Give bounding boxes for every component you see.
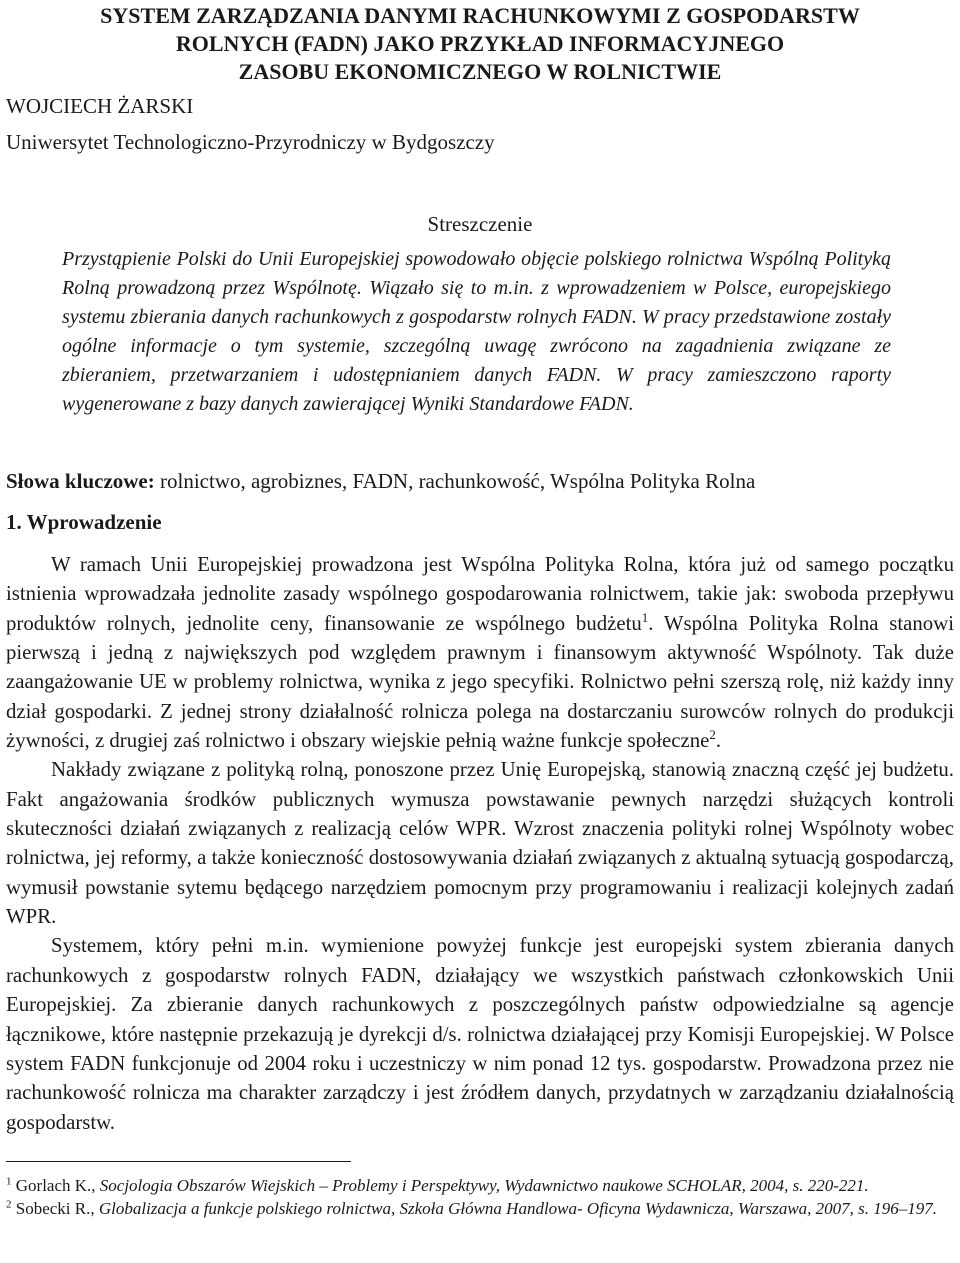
footnote-2 — [6, 1198, 954, 1219]
paragraph-1-part-b: . Wspólna Polityka Rolna stanowi pierwszą i jedną z największych pod względem prawnym i finansowym aktywność Wspólnoty. Tak duże zaangażowanie UE w problemy rolnictwa, wynika z jego specyfiki. Rolnictwo pełni szerszą rolę, niż każdy inny dział gospodarki. Z jednej strony działalność rolnicza polega na dostarczaniu surowców rolnych do produkcji żywności, z drugiej zaś rolnictwo i obszary wiejskie pełnią ważne funkcje społeczne — [6, 611, 955, 753]
footnote-ref-1: 1 — [641, 609, 649, 625]
footnote-ref-2: 2 — [709, 727, 716, 743]
title-line-3: ZASOBU EKONOMICZNEGO W ROLNICTWIE — [238, 59, 722, 84]
footnote-1 — [6, 1175, 954, 1196]
keywords-text: rolnictwo, agrobiznes, FADN, rachunkowość, Wspólna Polityka Rolna — [154, 469, 756, 493]
body-paragraph-3: Systemem, który pełni m.in. wymienione powyżej funkcje jest europejski system zbierania danych rachunkowych z gospodarstw rolnych FADN, działający we wszystkich państwach członkowskich Unii Europejskiej. Za zbieranie danych rachunkowych z poszczególnych państw odpowiedzialne są agencje łącznikowe, które następnie przekazują je dyrekcji d/s. rolnictwa działającej przy Komisji Europejskiej. W Polsce system FADN funkcjonuje od 2004 roku i uczestniczy w nim ponad 12 tys. gospodarstw. Prowadzona przez nie rachunkowość rolnicza ma charakter zarządczy i jest źródłem danych, przydatnych w zarządzaniu działalnością gospodarstw. — [6, 934, 954, 1134]
footnote-2-citation: Globalizacja a funkcje polskiego rolnictwa, Szkoła Główna Handlowa- Oficyna Wydawnicza, Warszawa, 2007, s. 196–197. — [98, 1199, 938, 1218]
title-line-2: ROLNYCH (FADN) JAKO PRZYKŁAD INFORMACYJNEGO — [175, 31, 785, 56]
paper-title — [20, 2, 940, 86]
keywords-label: Słowa kluczowe: — [6, 469, 155, 493]
footnote-1-number: 1 — [6, 1175, 12, 1188]
title-line-1: SYSTEM ZARZĄDZANIA DANYMI RACHUNKOWYMI Z GOSPODARSTW — [100, 3, 860, 28]
footnote-1-citation: Socjologia Obszarów Wiejskich – Problemy i Perspektywy, Wydawnictwo naukowe SCHOLAR, 2004, s. 220-221. — [99, 1176, 869, 1195]
abstract-heading: Streszczenie — [427, 212, 533, 236]
keywords-line — [6, 467, 755, 495]
footnotes — [6, 1175, 954, 1221]
abstract-text: Przystąpienie Polski do Unii Europejskiej spowodowało objęcie polskiego rolnictwa Wspólną Polityką Rolną prowadzoną przez Wspólnotę. Wiązało się to m.in. z wprowadzeniem w Polsce, europejskiego systemu zbierania danych rachunkowych z gospodarstw rolnych FADN. W pracy przedstawione zostały ogólne informacje o tym systemie, szczególną uwagę zwrócono na zagadnienia związane ze zbieraniem, przetwarzaniem i udostępnianiem danych FADN. W pracy zamieszczono raporty wygenerowane z bazy danych zawierającej Wyniki Standardowe FADN. — [62, 248, 891, 415]
author-name: WOJCIECH ŻARSKI — [6, 94, 194, 118]
body-paragraph-2: Nakłady związane z polityką rolną, ponoszone przez Unię Europejską, stanowią znaczną część jej budżetu. Fakt angażowania środków publicznych wymusza powstawanie pewnych narzędzi służących kontroli skuteczności działań związanych z realizacją celów WPR. Wzrost znaczenia polityki rolnej Wspólnoty wobec rolnictwa, jej reformy, a także konieczność dostosowywania działań związanych z aktualną sytuacją gospodarczą, wymusił powstanie sytemu będącego narzędziem pomocnym przy programowaniu i realizacji kolejnych zadań WPR. — [6, 758, 954, 929]
footnote-divider — [6, 1161, 351, 1162]
paragraph-1-part-a: W ramach Unii Europejskiej prowadzona jest Wspólna Polityka Rolna, która już od samego początku istnienia wprowadzała jednolite zasady wspólnego gospodarowania rolnictwem, takie jak: swoboda przepływu produktów rolnych, jednolite ceny, finansowanie ze wspólnego budżetu — [6, 553, 954, 635]
body-text — [6, 550, 954, 1137]
paragraph-1-part-c: . — [715, 729, 722, 753]
footnote-1-author: Gorlach K., — [11, 1176, 100, 1195]
footnote-2-author: Sobecki R., — [11, 1199, 99, 1218]
footnote-2-number: 2 — [6, 1198, 12, 1211]
section-heading-introduction: 1. Wprowadzenie — [6, 510, 162, 534]
author-affiliation: Uniwersytet Technologiczno-Przyrodniczy w Bydgoszczy — [6, 130, 495, 154]
body-paragraph-1 — [6, 550, 954, 755]
